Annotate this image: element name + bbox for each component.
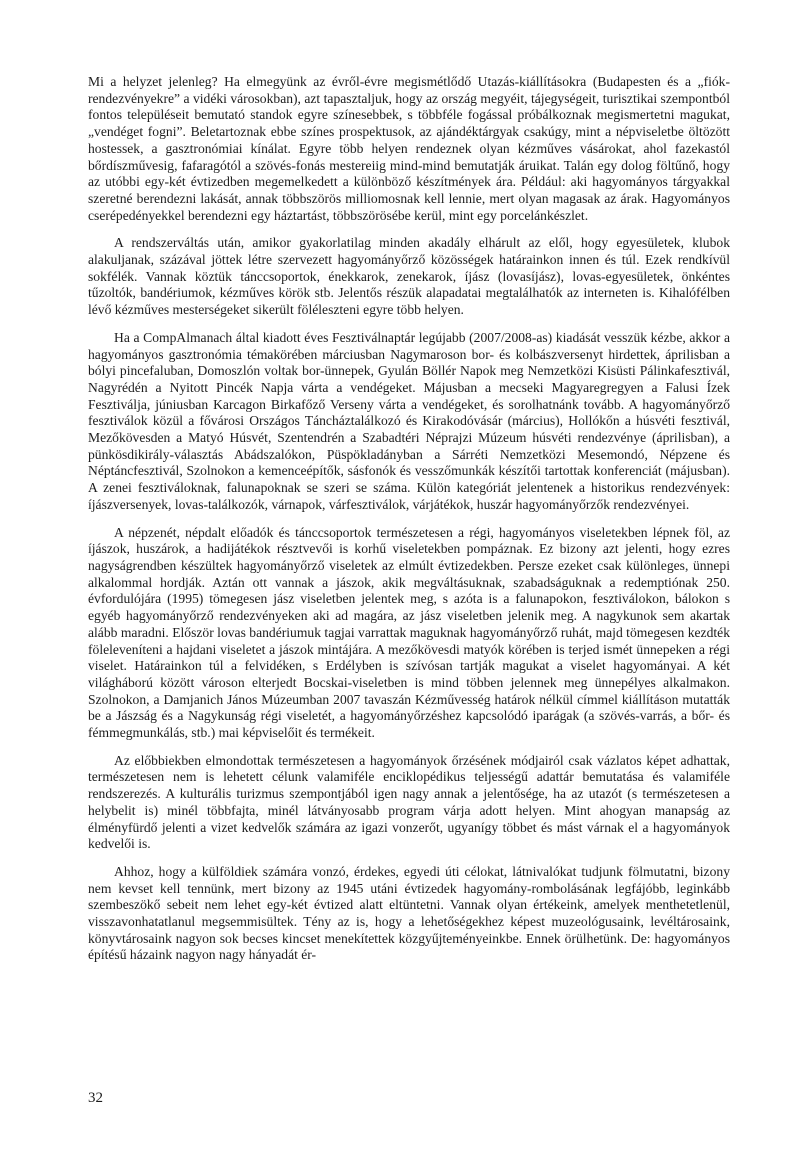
body-text <box>88 74 730 975</box>
paragraph-1: Mi a helyzet jelenleg? Ha elmegyünk az évről-évre megismétlődő Utazás-kiállításokra (Budapesten és a „fiók-rendezvényekre” a vidéki városokban), azt tapasztaljuk, hogy az ország megyéit, tájegységeit, turisztikai szempontból fontos településeit bemutató standok egyre színesebbek, s többféle fogással próbálkoznak megismertetni magukat, „vendéget fogni”. Beletartoznak ebbe színes prospektusok, az ajándéktárgyak csakúgy, mint a népviseletbe öltözött hostessek, a gasztronómiai kínálat. Egyre több helyen rendeznek olyan kézműves vásárokat, ahol fazekastól bőrdíszművesig, fafaragótól a szövés-fonás mestereiig mind-mind bemutatják áruikat. Talán egy dolog föltűnő, hogy az utóbbi egy-két évtizedben megemelkedett a különböző készítmények ára. Például: aki hagyományos tárgyakkal szeretné berendezni lakását, annak többszörös milliomosnak kell lennie, mert olyan magasak az árak. Hagyományos cserépedényekkel berendezni egy háztartást, többszörösébe kerül, mint egy porcelánkészlet. <box>88 74 730 223</box>
page-number: 32 <box>88 1090 103 1106</box>
paragraph-3: Ha a CompAlmanach által kiadott éves Fesztiválnaptár legújabb (2007/2008-as) kiadását vesszük kézbe, akkor a hagyományos gasztronómia témakörében márciusban Nagymaroson bor- és kolbászversenyt hirdettek, áprilisban a bólyi pincefaluban, Domoszlón voltak bor-ünnepek, Gyulán Böllér Napok meg Nemzetközi Kisüsti Pálinkafesztivál, Nagyrédén a Nyitott Pincék Napja várta a vendégeket. Májusban a mecseki Magyaregregyen a Falusi Ízek Fesztiválja, júniusban Karcagon Birkafőző Verseny várta a vendégeket, és sorolhatnánk tovább. A hagyományőrző fesztiválok közül a fővárosi Országos Táncháztalálkozó és Kirakodóvásár (március), Hollókőn a húsvéti fesztivál, Mezőkövesden a Matyó Húsvét, Szentendrén a Szabadtéri Néprajzi Múzeum húsvéti rendezvénye (áprilisban), a pünkösdikirály-választás Abádszalókon, Püspökladányban a Sárréti Nemzetközi Mesemondó, Népzene és Néptáncfesztivál, Szolnokon a kemenceépítők, sásfonók és vesszőmunkák készítői tartottak konferenciát (májusban). A zenei fesztiváloknak, falunapoknak se szeri se száma. Külön kategóriát jelentenek a historikus rendezvények: íjászversenyek, lovas-találkozók, várnapok, várfesztiválok, várjátékok, huszár hagyományőrzők rendezvényei. <box>88 329 730 512</box>
paragraph-4: A népzenét, népdalt előadók és tánccsoportok természetesen a régi, hagyományos viseletekben lépnek föl, az íjászok, huszárok, a hadijátékok résztvevői is korhű viseletekben pompáznak. Ez bizony azt jelenti, hogy ezres nagyságrendben készültek hagyományőrző viseletek az elmúlt évtizedekben. Persze ezeket csak különleges, ünnepi alkalommal hordják. Aztán ott vannak a jászok, akik megváltásuknak, szabadságuknak a redemptiónak 250. évfordulójára (1995) tömegesen jász viseletben jelentek meg, s azóta is a falunapokon, fesztiválokon, bálokon s egyéb hagyományőrző rendezvényeken aki ad magára, az jász viseletben jelenik meg. A nagykunok sem akartak alább maradni. Először lovas bandériumuk tagjai varrattak maguknak hagyományőrző ruhát, majd tömegesen kezdték föleleveníteni a hajdani viseletet a jászok mintájára. A mezőkövesdi matyók körében is terjed ismét ünnepeken a régi viselet. Határainkon túl a felvidéken, s Erdélyben is szívósan tartják magukat a viselet hagyományai. A két világháború között városon elterjedt Bocskai-viseletben is mind többen jelennek meg ünnepélyes alkalmakon. Szolnokon, a Damjanich János Múzeumban 2007 tavaszán Kézművesség határok nélkül címmel kiállításon mutatták be a Jászság és a Nagykunság régi viseletét, a hagyományőrzéshez kapcsolódó iparágak (a szövés-varrás, a bőr- és fémmegmunkálás, stb.) mai képviselőit és termékeit. <box>88 524 730 741</box>
paragraph-2: A rendszerváltás után, amikor gyakorlatilag minden akadály elhárult az elől, hogy egyesületek, klubok alakuljanak, százával jöttek létre szervezett hagyományőrző közösségek határainkon innen és túl. Ezek rendkívül sokfélék. Vannak köztük tánccsoportok, énekkarok, zenekarok, íjász (lovasíjász), lovas-egyesületek, önkéntes tűzoltók, bandériumok, kézműves körök stb. Jelentős részük alapadatai megtalálhatók az interneten is. Kihalófélben lévő kézműves mesterségeket sikerült föléleszteni egyre több helyen. <box>88 235 730 318</box>
paragraph-5: Az előbbiekben elmondottak természetesen a hagyományok őrzésének módjairól csak vázlatos képet adhattak, természetesen nem is lehetett célunk valamiféle enciklopédikus teljességű adattár bemutatása és valamiféle rendszerezés. A kulturális turizmus szempontjából igen nagy annak a jelentősége, ha az utazót (s természetesen a helybelit is) minél többfajta, minél látványosabb program várja adott helyen. Mint ahogyan manapság az élményfürdő jelenti a vizet kedvelők számára az igazi vonzerőt, ugyanígy többet és mást várnak el a hagyományok kedvelői is. <box>88 752 730 852</box>
paragraph-6: Ahhoz, hogy a külföldiek számára vonzó, érdekes, egyedi úti célokat, látnivalókat tudjunk fölmutatni, bizony nem kevset kell tennünk, mert bizony az 1945 utáni évtizedek hagyomány-rombolásának legfájóbb, leginkább szembeszökő sebeit nem lehet egy-két évtized alatt eltüntetni. Vannak olyan értékeink, amelyek menthetetlenül, visszavonhatatlanul megsemmisültek. Tény az is, hogy a lehetőségekhez képest muzeológusaink, levéltárosaink, könyvtárosaink nagyon sok becses kincset menekítettek közgyűjteményeinkbe. Ennek örülhetünk. De: hagyományos építésű házaink nagyon nagy hányadát ér- <box>88 863 730 963</box>
